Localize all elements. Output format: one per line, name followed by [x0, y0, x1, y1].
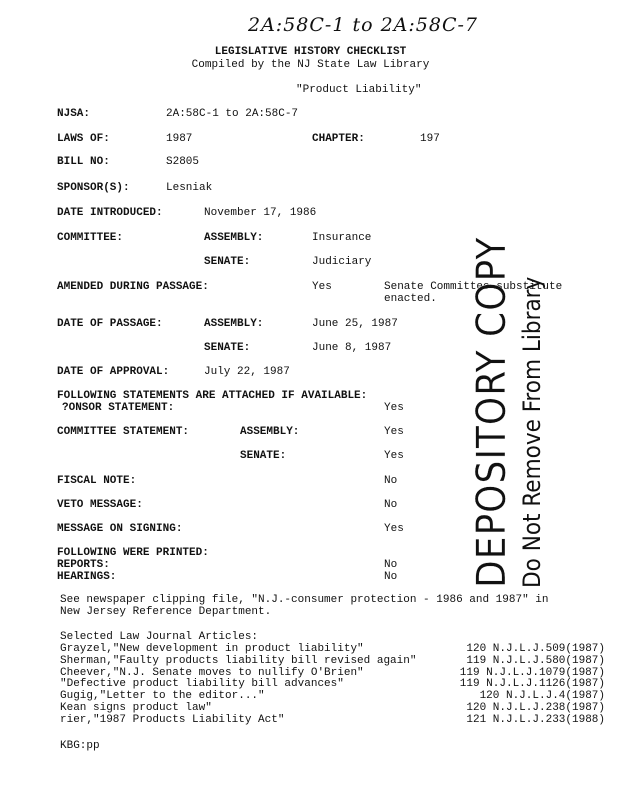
- committee-assembly-value: Insurance: [312, 232, 372, 244]
- hearings-value: No: [384, 571, 398, 583]
- article-cite: 121 N.J.L.J.233(1988): [466, 713, 605, 726]
- article-title: "Defective product liability bill advances": [60, 678, 344, 691]
- committee-statement-senate-value: Yes: [384, 450, 404, 462]
- hearings-label: HEARINGS:: [57, 571, 117, 583]
- fiscal-note-value: No: [384, 475, 398, 487]
- sponsors-label: SPONSOR(S):: [57, 182, 130, 194]
- article-title: Kean signs product law": [60, 701, 212, 714]
- njsa-value: 2A:58C-1 to 2A:58C-7: [166, 108, 299, 120]
- date-of-passage-label: DATE OF PASSAGE:: [57, 318, 163, 330]
- passage-assembly-value: June 25, 1987: [312, 318, 398, 330]
- sponsors-value: Lesniak: [166, 182, 213, 194]
- bill-no-value: S2805: [166, 156, 200, 168]
- clipping-note-line1: See newspaper clipping file, "N.J.-consumer protection - 1986 and 1987" in: [60, 594, 549, 606]
- committee-senate-value: Judiciary: [312, 256, 372, 268]
- article-cite: 119 N.J.L.J.1079(1987): [459, 666, 605, 679]
- list-item: [60, 656, 605, 668]
- message-on-signing-label: MESSAGE ON SIGNING:: [57, 523, 183, 535]
- reports-value: No: [384, 559, 398, 571]
- veto-message-value: No: [384, 499, 398, 511]
- list-item: [60, 715, 605, 727]
- committee-senate-label: SENATE:: [204, 256, 251, 268]
- list-item: [60, 703, 605, 715]
- article-title: Sherman,"Faulty products liability bill revised again": [60, 654, 417, 667]
- committee-statement-senate-label: SENATE:: [240, 450, 287, 462]
- article-cite: 119 N.J.L.J.580(1987): [466, 654, 605, 667]
- passage-senate-label: SENATE:: [204, 342, 251, 354]
- amended-note-line1: Senate Committee substitute: [384, 281, 563, 293]
- amended-note-line2: enacted.: [384, 293, 437, 305]
- handwritten-header: 2A:58C-1 to 2A:58C-7: [248, 14, 479, 36]
- chapter-label: CHAPTER:: [312, 133, 365, 145]
- clipping-note-line2: New Jersey Reference Department.: [60, 606, 272, 618]
- date-of-approval-value: July 22, 1987: [204, 366, 290, 378]
- passage-senate-value: June 8, 1987: [312, 342, 392, 354]
- amended-label: AMENDED DURING PASSAGE:: [57, 281, 209, 293]
- articles-list: [60, 644, 605, 727]
- compiled-by: Compiled by the NJ State Law Library: [191, 59, 430, 71]
- sponsor-statement-label: ?ONSOR STATEMENT:: [62, 402, 175, 414]
- following-printed-heading: FOLLOWING WERE PRINTED:: [57, 547, 209, 559]
- laws-of-label: LAWS OF:: [57, 133, 110, 145]
- amended-value: Yes: [312, 281, 332, 293]
- reports-label: REPORTS:: [57, 559, 110, 571]
- committee-label: COMMITTEE:: [57, 232, 124, 244]
- article-cite: 120 N.J.L.J.4(1987): [479, 690, 605, 703]
- date-introduced-label: DATE INTRODUCED:: [57, 207, 163, 219]
- following-statements-heading: FOLLOWING STATEMENTS ARE ATTACHED IF AVAILABLE:: [57, 390, 368, 402]
- stamp-do-not-remove: Do Not Remove From Library: [518, 276, 546, 588]
- article-cite: 119 N.J.L.J.1126(1987): [459, 678, 605, 691]
- sponsor-statement-value: Yes: [384, 402, 404, 414]
- article-title: rier,"1987 Products Liability Act": [60, 713, 285, 726]
- article-cite: 120 N.J.L.J.238(1987): [466, 701, 605, 714]
- veto-message-label: VETO MESSAGE:: [57, 499, 143, 511]
- bill-no-label: BILL NO:: [57, 156, 110, 168]
- committee-statement-assembly-value: Yes: [384, 426, 404, 438]
- committee-statement-assembly-label: ASSEMBLY:: [240, 426, 300, 438]
- date-of-approval-label: DATE OF APPROVAL:: [57, 366, 170, 378]
- article-cite: 120 N.J.L.J.509(1987): [466, 643, 605, 655]
- document-title: LEGISLATIVE HISTORY CHECKLIST: [214, 46, 407, 58]
- subject-line: "Product Liability": [296, 84, 422, 96]
- fiscal-note-label: FISCAL NOTE:: [57, 475, 137, 487]
- njsa-label: NJSA:: [57, 108, 91, 120]
- depository-stamp: [470, 237, 546, 588]
- article-title: Gugig,"Letter to the editor...": [60, 690, 265, 703]
- laws-of-value: 1987: [166, 133, 193, 145]
- committee-assembly-label: ASSEMBLY:: [204, 232, 264, 244]
- committee-statement-label: COMMITTEE STATEMENT:: [57, 426, 190, 438]
- article-title: Grayzel,"New development in product liability": [60, 643, 364, 655]
- articles-heading: Selected Law Journal Articles:: [60, 631, 259, 643]
- passage-assembly-label: ASSEMBLY:: [204, 318, 264, 330]
- stamp-depository-copy: DEPOSITORY COPY: [469, 236, 515, 588]
- article-title: Cheever,"N.J. Senate moves to nullify O'Brien": [60, 666, 364, 679]
- message-on-signing-value: Yes: [384, 523, 404, 535]
- chapter-value: 197: [420, 133, 440, 145]
- date-introduced-value: November 17, 1986: [204, 207, 317, 219]
- initials: KBG:pp: [60, 740, 100, 752]
